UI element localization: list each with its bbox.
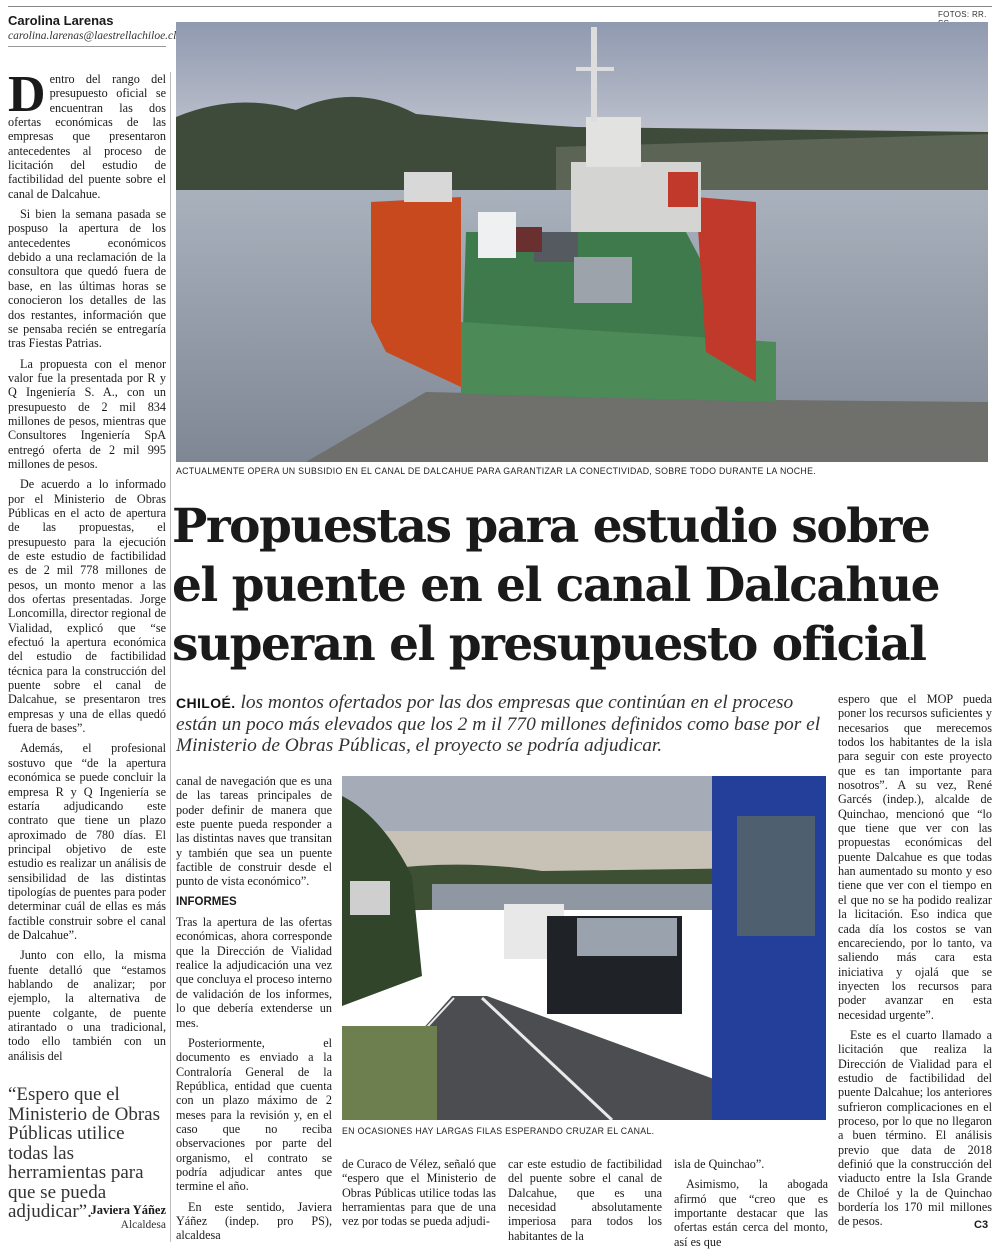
paragraph: car este estudio de factibilidad del puente sobre el canal de Dalcahue, que es una necesidad absolutamente imperiosa para todos los habitantes de la xyxy=(508,1157,662,1243)
pull-quote: “Espero que el Ministerio de Obras Públicas utilice todas las herramientas para que se pueda adjudicar”. xyxy=(8,1084,160,1222)
paragraph: Asimismo, la abogada afirmó que “creo que es importante destacar que las ofertas están cerca del monto, así es que xyxy=(674,1177,828,1249)
article-column-1 xyxy=(8,66,166,1072)
end-mark: C3 xyxy=(974,1219,989,1231)
lead-paragraph xyxy=(176,692,826,756)
paragraph: entro del rango del presupuesto oficial se encuentran las dos ofertas económicas de las empresas que presentaron antecedentes al proceso de licitación del estudio de factibilidad del puente sobre el canal de Dalcahue. xyxy=(8,72,166,201)
article-column-6 xyxy=(838,692,992,1235)
drop-cap: D xyxy=(8,66,46,123)
quote-author: Javiera Yáñez xyxy=(90,1203,166,1217)
lead-text: los montos ofertados por las dos empresas que continúan en el proceso están un poco más elevados que los 2 m il 770 millones definidos como base por el Ministerio de Obras Públicas, el proyecto se podría adjudicar. xyxy=(176,692,821,756)
road-queue-caption: EN OCASIONES HAY LARGAS FILAS ESPERANDO CRUZAR EL CANAL. xyxy=(342,1126,655,1136)
article-column-5 xyxy=(674,1157,828,1255)
paragraph: Tras la apertura de las ofertas económicas, ahora corresponde que la Dirección de Vialidad realice la adjudicación una vez que concluya el proceso interno de validación de los informes, lo que debería extenderse un mes. xyxy=(176,915,332,1030)
article-column-3 xyxy=(342,1157,496,1235)
paragraph: Posteriormente, el documento es enviado a la Contraloría General de la República, entidad que cuenta con un plazo máximo de 2 meses para la revisión y, en el caso que no reciba observaciones por parte del organismo, el contrato se podría adjudicar antes que termine el año. xyxy=(176,1035,332,1194)
paragraph: En este sentido, Javiera Yáñez (indep. pro PS), alcaldesa xyxy=(176,1199,332,1243)
photo-credit: FOTOS: RR. xyxy=(938,10,987,19)
top-rule xyxy=(8,6,992,7)
road-queue-photo xyxy=(342,776,826,1120)
ferry-photo xyxy=(176,22,988,462)
paragraph: Si bien la semana pasada se pospuso la apertura de los antecedentes económicos debido a una reclamación de la consultora que quedó fuera de base, en las últimas horas se conocieron los detalles de las dos restantes, información que se pensaba recién se entregaría tras Fiestas Patrias. xyxy=(8,207,166,351)
paragraph: De acuerdo a lo informado por el Ministerio de Obras Públicas en el acto de apertura de las propuestas, el presupuesto para la ejecución de este estudio de factibilidad es de 2 mil 778 millones de pesos, un monto menor a las dos ofertas presentadas. Jorge Loncomilla, director regional de Vialidad, explicó que “se efectuó la apertura económica del estudio de factibilidad técnica para la construcción del puente sobre el canal de Dalcahue, se presentaron tres empresas y una de ellas quedó fuera de bases”. xyxy=(8,477,166,736)
quote-role: Alcaldesa xyxy=(120,1219,166,1231)
paragraph: Este es el cuarto llamado a licitación que realiza la Dirección de Vialidad para el estudio de factibilidad del puente Dalcahue; los anteriores sufrieron complicaciones en el proceso, por lo que no llegaron a buen término. El análisis previo que data de 2018 definió que la construcción del viaducto entre la Isla Grande de Chiloé y la de Quinchao bordería los 170 mil millones de pesos. xyxy=(838,1027,992,1229)
author-rule xyxy=(8,46,166,47)
paragraph: Además, el profesional sostuvo que “de la apertura económica se puede concluir la empresa R y Q Ingeniería se estaría adjudicando este contrato que tiene un plazo aproximado de 780 días. El principal objetivo de este estudio es realizar un análisis de sensibilidad de las distintas tipologías de puentes para poder determinar cuál de ellas es más factible construir sobre el canal de Dalcahue”. xyxy=(8,741,166,942)
column-divider xyxy=(170,72,171,1242)
paragraph: de Curaco de Vélez, señaló que “espero que el Ministerio de Obras Públicas utilice todas las herramientas para que de una vez por todas se pueda adjudi- xyxy=(342,1157,496,1229)
article-column-2 xyxy=(176,774,332,1249)
subheading: INFORMES xyxy=(176,895,237,908)
kicker: CHILOÉ. xyxy=(176,695,236,711)
paragraph: La propuesta con el menor valor fue la presentada por R y Q Ingeniería S. A., con un presupuesto de 2 mil 834 millones de pesos, mientras que Consultores Ingeniería SpA entregó oferta de 2 mil 995 millones de pesos. xyxy=(8,356,166,471)
author-name: Carolina Larenas xyxy=(8,13,114,28)
author-email[interactable]: carolina.larenas@laestrellachiloe.cl xyxy=(8,30,177,42)
paragraph: canal de navegación que es una de las tareas principales de poder definir de manera que este puente pueda responder a las distintas naves que transitan y también que sea un puente factible de construir desde el punto de vista económico”. xyxy=(176,774,332,889)
paragraph: Junto con ello, la misma fuente detalló que “estamos hablando de analizar; por ejemplo, la alternativa de puente colgante, de puente atirantado o una tradicional, todo ello también con un análisis del xyxy=(8,948,166,1063)
ferry-photo-caption: ACTUALMENTE OPERA UN SUBSIDIO EN EL CANAL DE DALCAHUE PARA GARANTIZAR LA CONECTIVIDAD, SOBRE TODO DURANTE LA NOCHE. xyxy=(176,466,816,476)
article-column-4 xyxy=(508,1157,662,1249)
paragraph: isla de Quinchao”. xyxy=(674,1157,765,1171)
paragraph: espero que el MOP pueda poner los recursos suficientes y necesarios que merecemos todos los habitantes de la isla para seguir con este proyecto que es tan importante para nosotros”. A su vez, René Garcés (indep.), alcalde de Quinchao, mencionó que “lo que tiene que ver con las propuestas económicas del puente Dalcahue es que todas han aumentado su monto y eso tiene que ver con el tiempo en el que no se ha podido realizar la licitación. Eso indica que cada día los costos se van encareciendo, por lo tanto, va saliendo más cara esta iniciativa y ojalá que se inyecten los recursos para poder avanzar en esta necesidad urgente”. xyxy=(838,692,992,1022)
headline: Propuestas para estudio sobre el puente en el canal Dalcahue superan el presupuesto oficial xyxy=(172,499,940,672)
